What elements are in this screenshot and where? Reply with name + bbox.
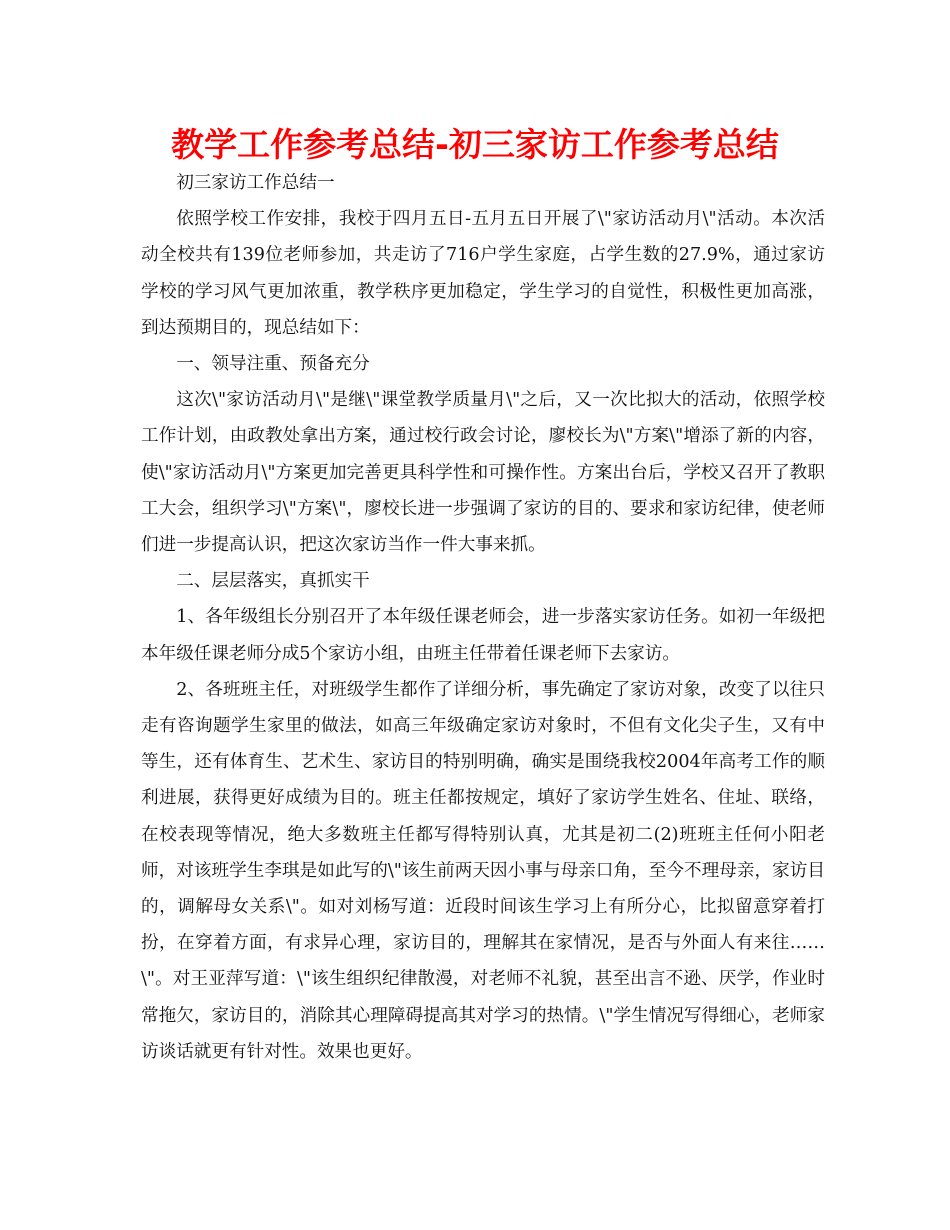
paragraph-leadership: 这次\"家访活动月\"是继\"课堂教学质量月\"之后，又一次比拟大的活动，依照学校工作计划，由政教处拿出方案，通过校行政会讨论，廖校长为\"方案\"增添了新的内容，使\"家访活动月\"方案更加完善更具科学性和可操作性。方案出台后，学校又召开了教职工大会，组织学习\"方案\"，廖校长进一步强调了家访的目的、要求和家访纪律，使老师们进一步提高认识，把这次家访当作一件大事来抓。 [141,390,825,556]
document-body [141,165,825,1070]
section-heading-1: 一、领导注重、预备充分 [176,354,370,375]
paragraph-item-2: 2、各班班主任，对班级学生都作了详细分析，事先确定了家访对象，改变了以往只走有咨询题学生家里的做法，如高三年级确定家访对象时，不但有文化尖子生，又有中等生，还有体育生、艺术生、家访目的特别明确，确实是围绕我校2004年高考工作的顺利进展，获得更好成绩为目的。班主任都按规定，填好了家访学生姓名、住址、联络，在校表现等情况，绝大多数班主任都写得特别认真，尤其是初二(2)班班主任何小阳老师，对该班学生李琪是如此写的\"该生前两天因小事与母亲口角，至今不理母亲，家访目的，调解母女关系\"。如对刘杨写道：近段时间该生学习上有所分心，比拟留意穿着打扮，在穿着方面，有求异心理，家访目的，理解其在家情况，是否与外面人有来往……\"。对王亚萍写道：\"该生组织纪律散漫，对老师不礼貌，甚至出言不逊、厌学，作业时常拖欠，家访目的，消除其心理障碍提高其对学习的热情。\"学生情况写得细心，老师家访谈话就更有针对性。效果也更好。 [141,679,825,1062]
paragraph-item-1: 1、各年级组长分别召开了本年级任课老师会，进一步落实家访任务。如初一年级把本年级任课老师分成5个家访小组，由班主任带着任课老师下去家访。 [141,607,825,664]
document-title: 教学工作参考总结-初三家访工作参考总结 [171,125,779,164]
intro-paragraph: 依照学校工作安排，我校于四月五日-五月五日开展了\"家访活动月\"活动。本次活动全校共有139位老师参加，共走访了716户学生家庭，占学生数的27.9%，通过家访学校的学习风气更加浓重，教学秩序更加稳定，学生学习的自觉性，积极性更加高涨，到达预期目的，现总结如下： [141,209,825,338]
section-subtitle: 初三家访工作总结一 [176,173,335,193]
section-heading-2: 二、层层落实，真抓实干 [176,571,370,592]
